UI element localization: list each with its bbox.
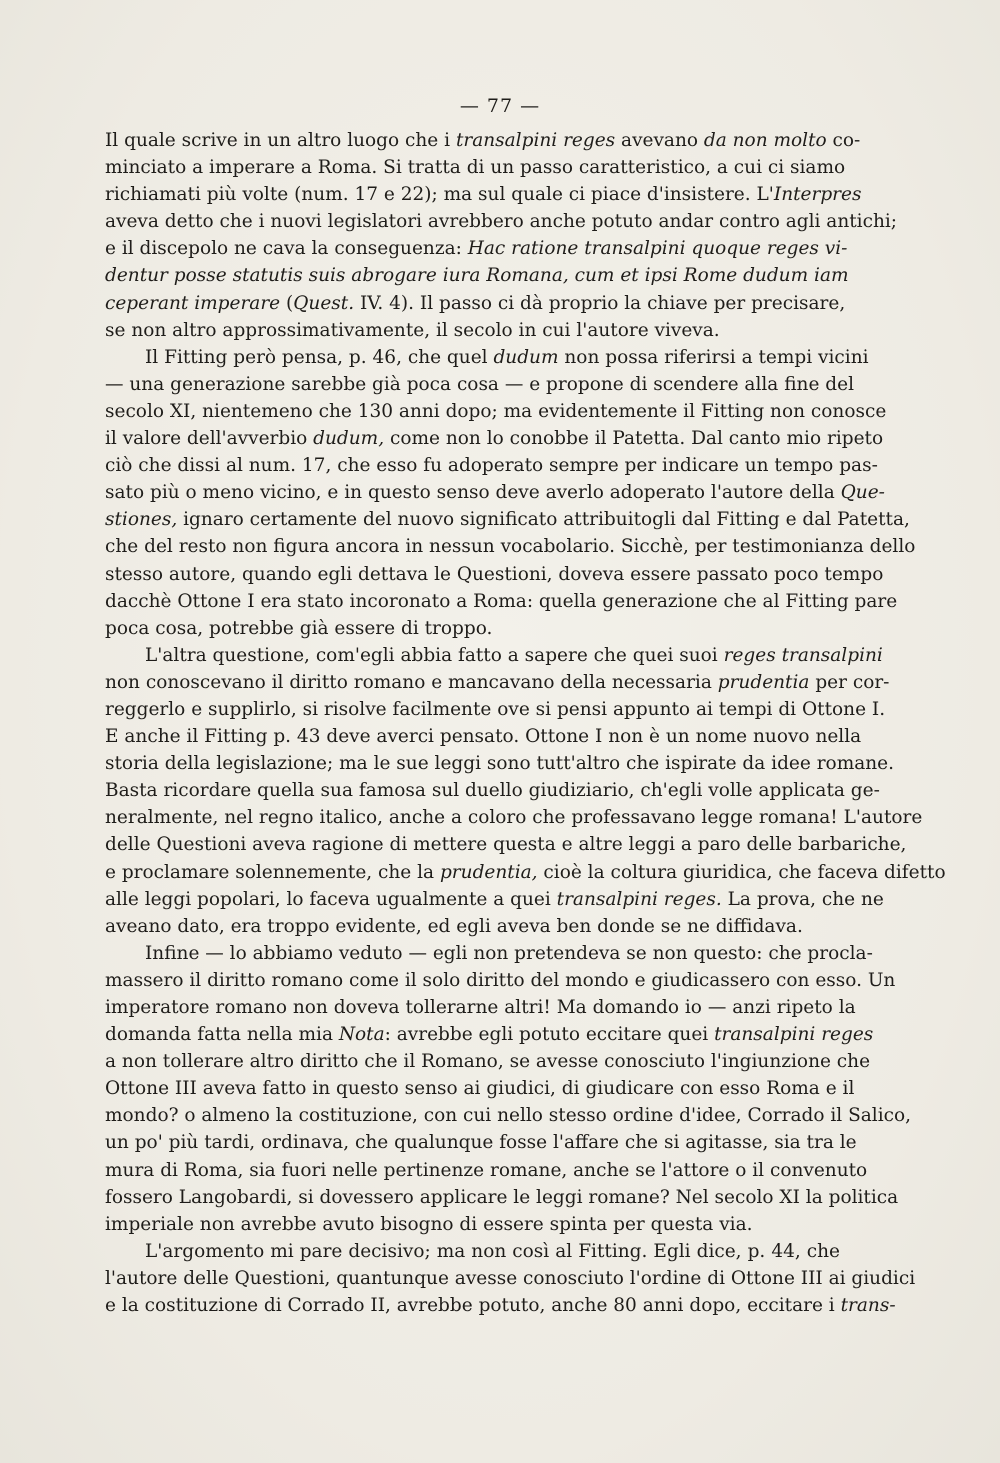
text-segment: massero il diritto romano come il solo diritto del mondo e giudicassero con esso. Un xyxy=(105,969,896,991)
text-segment: — una generazione sarebbe già poca cosa — e propone di scendere alla fine del xyxy=(105,373,854,395)
text-segment: Infine — lo abbiamo veduto — egli non pretendeva se non questo: che procla- xyxy=(145,942,873,964)
italic-text: Quest. xyxy=(293,292,355,314)
text-line xyxy=(105,1157,868,1184)
text-segment: un po' più tardi, ordinava, che qualunque fosse l'affare che si agitasse, sia tra le xyxy=(105,1132,857,1154)
text-line xyxy=(105,859,946,886)
text-line xyxy=(105,886,884,913)
text-line xyxy=(105,1184,899,1211)
text-line xyxy=(105,235,848,262)
text-segment: ignaro certamente del nuovo significato attribuitogli dal Fitting e dal Patetta, xyxy=(177,509,910,531)
text-segment: per cor- xyxy=(809,671,890,693)
text-line xyxy=(105,994,856,1021)
italic-text: trans- xyxy=(840,1295,896,1317)
italic-text: stiones, xyxy=(105,509,178,531)
text-line xyxy=(105,940,873,967)
text-segment: E anche il Fitting p. 43 deve averci pensato. Ottone I non è un nome nuovo nella xyxy=(105,726,862,748)
text-segment: il valore dell'avverbio xyxy=(105,428,314,450)
text-line xyxy=(105,479,885,506)
text-line xyxy=(105,696,886,723)
text-segment: non conoscevano il diritto romano e mancavano della necessaria xyxy=(105,671,718,693)
text-line xyxy=(105,588,898,615)
text-line xyxy=(105,398,887,425)
text-segment: mura di Roma, sia fuori nelle pertinenze romane, anche se l'attore o il convenuto xyxy=(105,1159,868,1181)
text-segment: L'altra questione, com'egli abbia fatto a sapere che quei suoi xyxy=(145,644,724,666)
text-segment: dacchè Ottone I era stato incoronato a Roma: quella generazione che al Fitting pare xyxy=(105,590,898,612)
italic-text: prudentia, xyxy=(439,861,538,883)
text-line xyxy=(105,371,854,398)
text-segment: La prova, che ne xyxy=(721,888,884,910)
text-segment: come non lo conobbe il Patetta. Dal canto mio ripeto xyxy=(384,428,884,450)
text-segment: non possa riferirsi a tempi vicini xyxy=(558,346,869,368)
italic-text: Nota xyxy=(338,1024,385,1046)
text-segment: IV. 4). Il passo ci dà proprio la chiave per precisare, xyxy=(354,292,846,314)
text-line xyxy=(105,181,862,208)
text-segment: se non altro approssimativamente, il secolo in cui l'autore viveva. xyxy=(105,319,720,341)
text-line xyxy=(105,127,861,154)
text-segment: l'autore delle Questioni, quantunque avesse conosciuto l'ordine di Ottone III ai giudici xyxy=(105,1267,916,1289)
text-line xyxy=(105,344,869,371)
text-segment: secolo XI, nientemeno che 130 anni dopo; ma evidentemente il Fitting non conosce xyxy=(105,400,887,422)
text-line xyxy=(105,262,849,289)
text-segment: Ottone III aveva fatto in questo senso ai giudici, di giudicare con esso Roma e il xyxy=(105,1078,855,1100)
text-segment: mondo? o almeno la costituzione, con cui nello stesso ordine d'idee, Corrado il Salico, xyxy=(105,1105,912,1127)
text-segment: richiamati più volte (num. 17 e 22); ma sul quale ci piace d'insistere. L' xyxy=(105,184,774,206)
text-line xyxy=(105,317,840,344)
text-segment: a non tollerare altro diritto che il Romano, se avesse conosciuto l'ingiunzione che xyxy=(105,1051,871,1073)
text-segment: reggerlo e supplirlo, si risolve facilmente ove si pensi appunto ai tempi di Ottone I. xyxy=(105,698,886,720)
text-segment: ( xyxy=(280,292,294,314)
body-text xyxy=(105,127,946,1319)
text-segment: storia della legislazione; ma le sue leggi sono tutt'altro che ispirate da idee romane. xyxy=(105,753,895,775)
italic-text: reges transalpini xyxy=(723,644,883,666)
text-segment: co- xyxy=(826,130,861,151)
text-segment: sato più o meno vicino, e in questo senso deve averlo adoperato l'autore della xyxy=(105,482,841,504)
italic-text: Interpres xyxy=(773,184,862,206)
text-segment: che del resto non figura ancora in nessun vocabolario. Sicchè, per testimonianza dello xyxy=(105,536,916,558)
text-segment: delle Questioni aveva ragione di mettere questa e altre leggi a paro delle barbariche, xyxy=(105,834,907,856)
italic-text: prudentia xyxy=(717,671,810,693)
italic-text: dudum xyxy=(493,346,559,368)
text-line xyxy=(105,561,884,588)
text-segment: aveano dato, era troppo evidente, ed egli aveva ben donde se ne diffidava. xyxy=(105,915,803,937)
italic-text: ceperant imperare xyxy=(105,292,281,314)
text-line xyxy=(105,154,846,181)
text-segment: L'argomento mi pare decisivo; ma non così al Fitting. Egli dice, p. 44, che xyxy=(145,1240,840,1262)
text-line xyxy=(105,506,910,533)
text-line xyxy=(105,1021,874,1048)
italic-text: dudum, xyxy=(313,428,385,450)
text-segment: avevano xyxy=(615,130,704,151)
text-line xyxy=(105,1211,840,1238)
italic-text: da non molto xyxy=(703,130,827,151)
text-line xyxy=(105,913,840,940)
text-segment: e il discepolo ne cava la conseguenza: xyxy=(105,238,468,260)
text-segment: fossero Langobardi, si dovessero applicare le leggi romane? Nel secolo XI la politica xyxy=(105,1186,899,1208)
text-segment: stesso autore, quando egli dettava le Questioni, doveva essere passato poco tempo xyxy=(105,563,884,585)
text-line xyxy=(105,642,883,669)
text-line xyxy=(105,1265,916,1292)
text-line xyxy=(105,615,840,642)
page-number: — 77 — xyxy=(459,95,541,117)
text-line xyxy=(105,1238,840,1265)
text-line xyxy=(105,1075,855,1102)
text-segment: imperiale non avrebbe avuto bisogno di essere spinta per questa via. xyxy=(105,1213,753,1235)
text-segment: neralmente, nel regno italico, anche a coloro che professavano legge romana! L'autore xyxy=(105,807,923,829)
text-line xyxy=(105,290,846,317)
text-line xyxy=(105,831,907,858)
text-segment: imperatore romano non doveva tollerarne altri! Ma domando io — anzi ripeto la xyxy=(105,997,856,1018)
italic-text: Hac ratione transalpini quoque reges vi- xyxy=(467,238,848,260)
text-segment: Il Fitting però pensa, p. 46, che quel xyxy=(145,346,494,368)
text-line xyxy=(105,1129,857,1156)
text-line xyxy=(105,723,862,750)
italic-text: transalpini reges xyxy=(455,130,616,151)
italic-text: transalpini reges. xyxy=(556,888,722,910)
italic-text: transalpini reges xyxy=(714,1024,874,1046)
italic-text: Que- xyxy=(840,482,885,504)
text-segment: ciò che dissi al num. 17, che esso fu adoperato sempre per indicare un tempo pas- xyxy=(105,455,878,477)
text-segment: Basta ricordare quella sua famosa sul duello giudiziario, ch'egli volle applicata ge- xyxy=(105,780,880,802)
text-segment: minciato a imperare a Roma. Si tratta di un passo caratteristico, a cui ci siamo xyxy=(105,157,846,179)
text-segment: : avrebbe egli potuto eccitare quei xyxy=(384,1024,715,1046)
text-segment: Il quale scrive in un altro luogo che i xyxy=(105,130,456,151)
text-line xyxy=(105,452,878,479)
text-segment: poca cosa, potrebbe già essere di troppo. xyxy=(105,617,493,639)
text-line xyxy=(105,1292,896,1319)
text-segment: e la costituzione di Corrado II, avrebbe potuto, anche 80 anni dopo, eccitare i xyxy=(105,1295,841,1317)
text-segment: domanda fatta nella mia xyxy=(105,1024,339,1046)
text-line xyxy=(105,669,890,696)
text-line xyxy=(105,208,898,235)
text-line xyxy=(105,425,884,452)
text-line xyxy=(105,804,923,831)
text-segment: cioè la coltura giuridica, che faceva difetto xyxy=(537,861,946,883)
text-segment: alle leggi popolari, lo faceva ugualmente a quei xyxy=(105,888,557,910)
text-line xyxy=(105,777,880,804)
italic-text: dentur posse statutis suis abrogare iura Romana, cum et ipsi Rome dudum iam xyxy=(105,265,849,287)
text-segment: aveva detto che i nuovi legislatori avrebbero anche potuto andar contro agli antichi; xyxy=(105,211,898,233)
text-line xyxy=(105,533,916,560)
text-line xyxy=(105,1048,871,1075)
text-line xyxy=(105,750,895,777)
text-segment: e proclamare solennemente, che la xyxy=(105,861,440,883)
text-line xyxy=(105,1102,912,1129)
text-line xyxy=(105,967,896,994)
